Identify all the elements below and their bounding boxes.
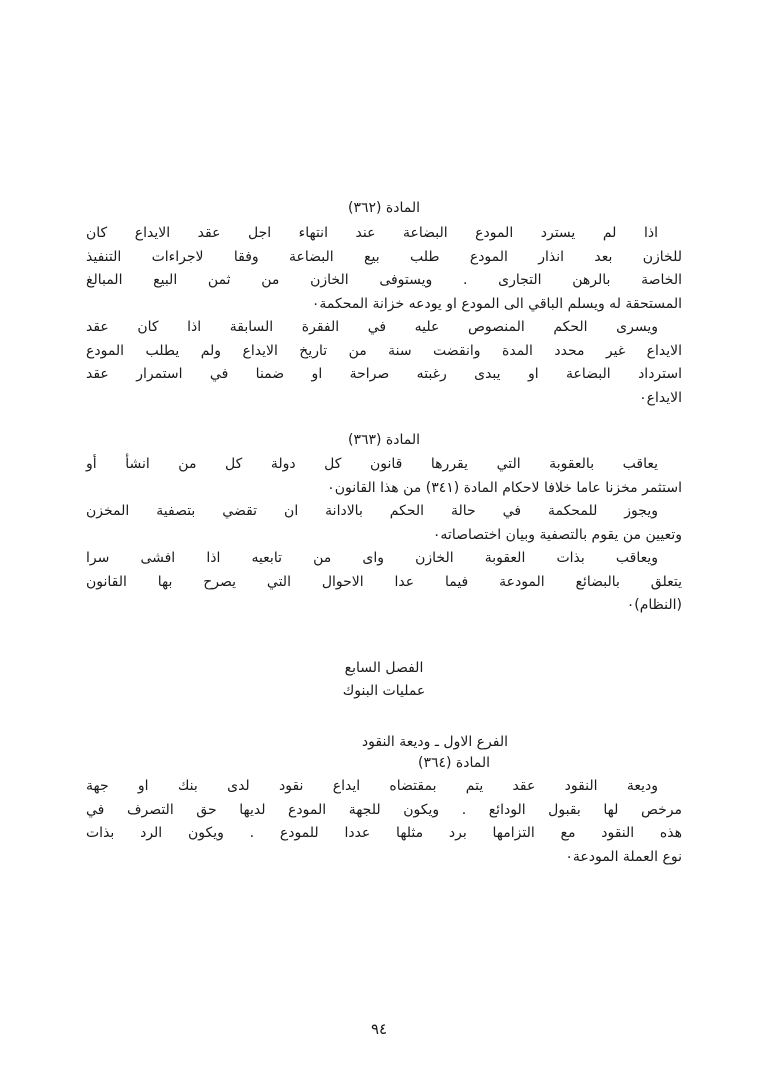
article-362-body <box>86 222 682 410</box>
article-363-line: استثمر مخزنا عاما خلافا لاحكام المادة (٣٤١) من هذا القانون٠ <box>327 479 682 496</box>
page-number: ٩٤ <box>370 1020 388 1038</box>
article-364-title: المادة (٣٦٤) <box>417 755 490 771</box>
article-364-line: هذه النقود مع التزامها برد مثلها عددا للمودع . ويكون الرد بذات <box>86 825 682 841</box>
article-362-line: المستحقة له ويسلم الباقي الى المودع او يودعه خزانة المحكمة٠ <box>311 295 682 312</box>
article-364-body <box>86 775 682 869</box>
article-364-line: نوع العملة المودعة٠ <box>565 848 682 865</box>
section-title: الفرع الاول ـ وديعة النقود <box>361 734 508 750</box>
article-362-line: الايداع٠ <box>639 389 682 406</box>
article-362-line: اذا لم يسترد المودع البضاعة عند انتهاء اجل عقد الايداع كان <box>86 225 658 241</box>
article-363-line: يتعلق بالبضائع المودعة فيما عدا الاحوال التي يصرح بها القانون <box>86 573 682 590</box>
article-362-line: استرداد البضاعة او يبدى رغبته صراحة او ضمنا في استمرار عقد <box>86 366 682 382</box>
article-362-line: الايداع غير محدد المدة وانقضت سنة من تاريخ الايداع ولم يطلب المودع <box>86 342 682 359</box>
article-362-line: للخازن بعد انذار المودع طلب بيع البضاعة وفقا لاجراءات التنفيذ <box>86 248 682 265</box>
article-363-title: المادة (٣٦٣) <box>347 432 421 448</box>
article-362-line: ويسرى الحكم المنصوص عليه في الفقرة السابقة اذا كان عقد <box>86 319 658 335</box>
chapter-title: الفصل السابع <box>344 660 424 676</box>
article-363-line: ويعاقب بذات العقوبة الخازن واى من تابعيه اذا افشى سرا <box>86 550 658 566</box>
article-362-title: المادة (٣٦٢) <box>347 200 421 216</box>
article-363-line: يعاقب بالعقوبة التي يقررها قانون كل دولة كل من انشأ أو <box>86 456 658 472</box>
article-364-line: مرخص لها بقبول الودائع . ويكون للجهة المودع لديها حق التصرف في <box>86 801 682 818</box>
article-363-line: وتعيين من يقوم بالتصفية وبيان اختصاصاته٠ <box>432 526 682 543</box>
article-362-line: الخاصة بالرهن التجارى . ويستوفى الخازن من ثمن البيع المبالغ <box>86 272 682 288</box>
article-363-line: ويجوز للمحكمة في حالة الحكم بالادانة ان تقضي بتصفية المخزن <box>86 503 658 519</box>
chapter-subtitle: عمليات البنوك <box>342 683 426 699</box>
article-363-body <box>86 453 682 618</box>
article-364-line: وديعة النقود عقد يتم بمقتضاه ايداع نقود لدى بنك او جهة <box>86 778 658 794</box>
article-363-line: (النظام)٠ <box>626 597 682 613</box>
